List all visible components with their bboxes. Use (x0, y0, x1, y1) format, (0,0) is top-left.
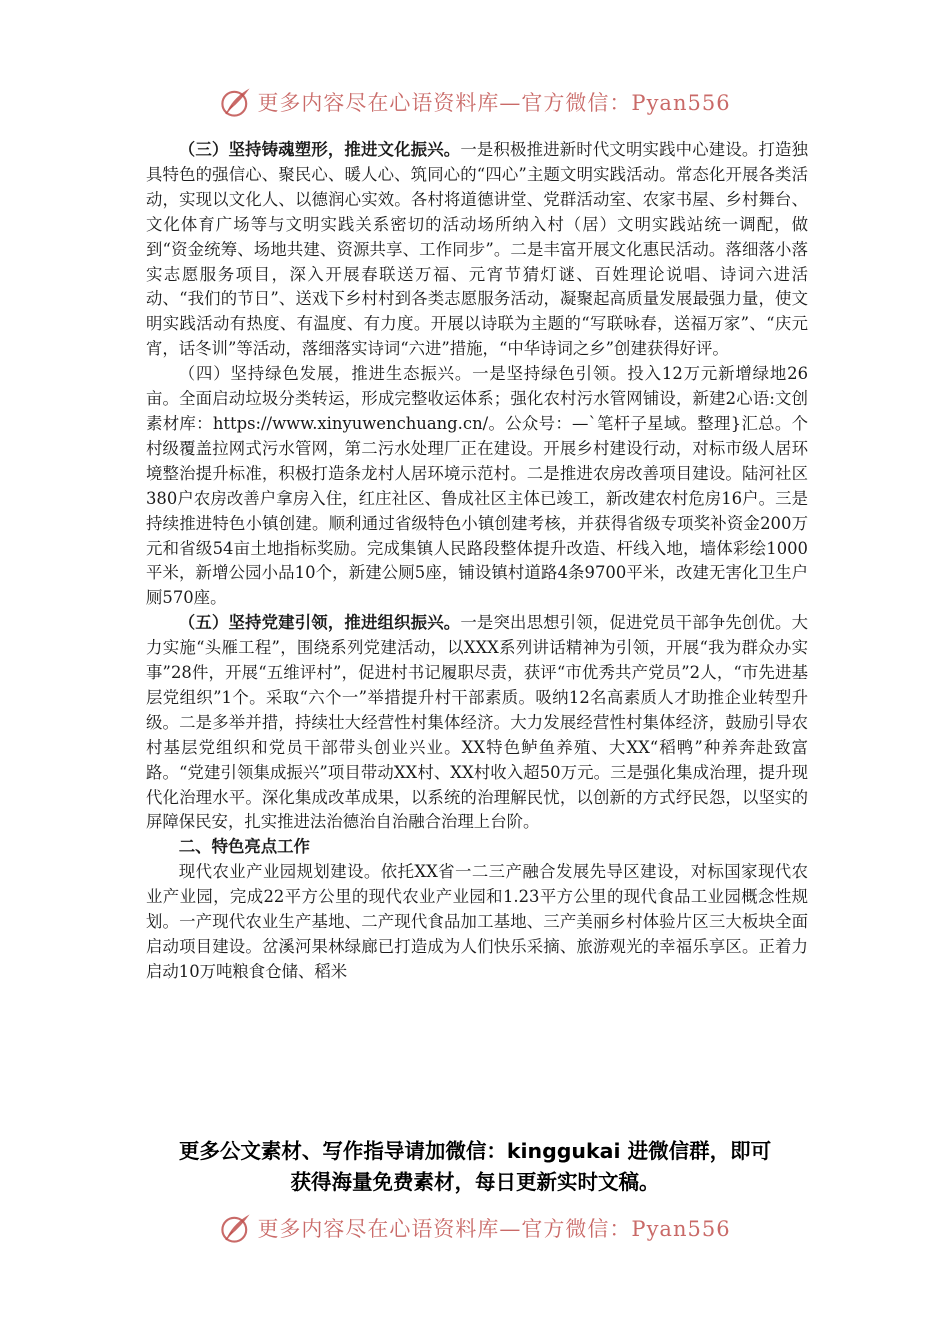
paragraph-organization-text: 一是突出思想引领，促进党员干部争先创优。大力实施“头雁工程”，围绕系列党建活动，以XXX系列讲话精神为引领，开展“我为群众办实事”28件，开展“五维评村”，促进村书记履职尽责，获评“市优秀共产党员”2人，“市先进基层党组织”1个。采取“六个一”举措提升村干部素质。吸纳12名高素质人才助推企业转型升级。二是多举并措，持续壮大经营性村集体经济。大力发展经营性村集体经济，鼓励引导农村基层党组织和党员干部带头创业兴业。XX特色鲈鱼养殖、大XX“稻鸭”种养奔赴致富路。“党建引领集成振兴”项目带动XX村、XX村收入超50万元。三是强化集成治理，提升现代化治理水平。深化集成改革成果，以系统的治理解民忧，以创新的方式纾民怨，以坚实的屏障保民安，扎实推进法治德治自治融合治理上台阶。 (146, 613, 808, 832)
paragraph-agri-park: 现代农业产业园规划建设。依托XX省一二三产融合发展先导区建设，对标国家现代农业产业园，完成22平方公里的现代农业产业园和1.23平方公里的现代食品工业园概念性规划。一产现代农业生产基地、二产现代食品加工基地、三产美丽乡村体验片区三大板块全面启动项目建设。岔溪河果林绿廊已打造成为人们快乐采摘、旅游观光的幸福乐享区。正着力启动10万吨粮食仓储、稻米 (146, 862, 808, 981)
paragraph-culture-title: （三）坚持铸魂塑形，推进文化振兴。 (178, 140, 461, 159)
quill-logo-icon (219, 1211, 253, 1245)
header-banner-text: 更多内容尽在心语资料库—官方微信：Pyan556 (257, 91, 731, 115)
promo-footer (0, 1136, 950, 1198)
paragraph-organization-title: （五）坚持党建引领，推进组织振兴。 (178, 613, 461, 633)
header-banner (0, 82, 950, 122)
footer-banner (0, 1208, 950, 1248)
promo-line-2: 获得海量免费素材，每日更新实时文稿。 (290, 1170, 660, 1194)
paragraph-culture-text: 一是积极推进新时代文明实践中心建设。打造独具特色的强信心、聚民心、暖人心、筑同心的“四心”主题文明实践活动。常态化开展各类活动，实现以文化人、以德润心实效。各村将道德讲堂、党群活动室、农家书屋、乡村舞台、文化体育广场等与文明实践关系密切的活动场所纳入村（居）文明实践站统一调配，做到“资金统筹、场地共建、资源共享、工作同步”。二是丰富开展文化惠民活动。落细落小落实志愿服务项目，深入开展春联送万福、元宵节猜灯谜、百姓理论说唱、诗词六进活动、“我们的节日”、送戏下乡村村到各类志愿服务活动，凝聚起高质量发展最强力量，使文明实践活动有热度、有温度、有力度。开展以诗联为主题的“写联咏春，送福万家”、“庆元宵，话冬训”等活动，落细落实诗词“六进”措施，“中华诗词之乡”创建获得好评。 (146, 140, 808, 359)
paragraph-ecology: （四）坚持绿色发展，推进生态振兴。一是坚持绿色引领。投入12万元新增绿地26亩。全面启动垃圾分类转运，形成完整收运体系；强化农村污水管网铺设，新建2心语:文创素材库：https://www.xinyuwenchuang.cn/。公众号：—`笔杆子星域。整理}汇总。个村级覆盖拉网式污水管网，第二污水处理厂正在建设。开展乡村建设行动，对标市级人居环境整治提升标准，积极打造条龙村人居环境示范村。二是推进农房改善项目建设。陆河社区380户农房改善户拿房入住，红庄社区、鲁成社区主体已竣工，新改建农村危房16户。三是持续推进特色小镇创建。顺利通过省级特色小镇创建考核，并获得省级专项奖补资金200万元和省级54亩土地指标奖励。完成集镇人民路段整体提升改造、杆线入地，墙体彩绘1000平米，新增公园小品10个，新建公厕5座，铺设镇村道路4条9700平米，改建无害化卫生户厕570座。 (146, 364, 808, 608)
footer-banner-text: 更多内容尽在心语资料库—官方微信：Pyan556 (257, 1217, 731, 1241)
section-heading-highlights: 二、特色亮点工作 (178, 837, 310, 857)
quill-logo-icon (219, 85, 253, 119)
promo-line-1: 更多公文素材、写作指导请加微信：kinggukai 进微信群，即可 (178, 1139, 772, 1163)
document-body (146, 138, 808, 985)
paragraph-organization (146, 611, 808, 835)
paragraph-culture (146, 138, 808, 362)
